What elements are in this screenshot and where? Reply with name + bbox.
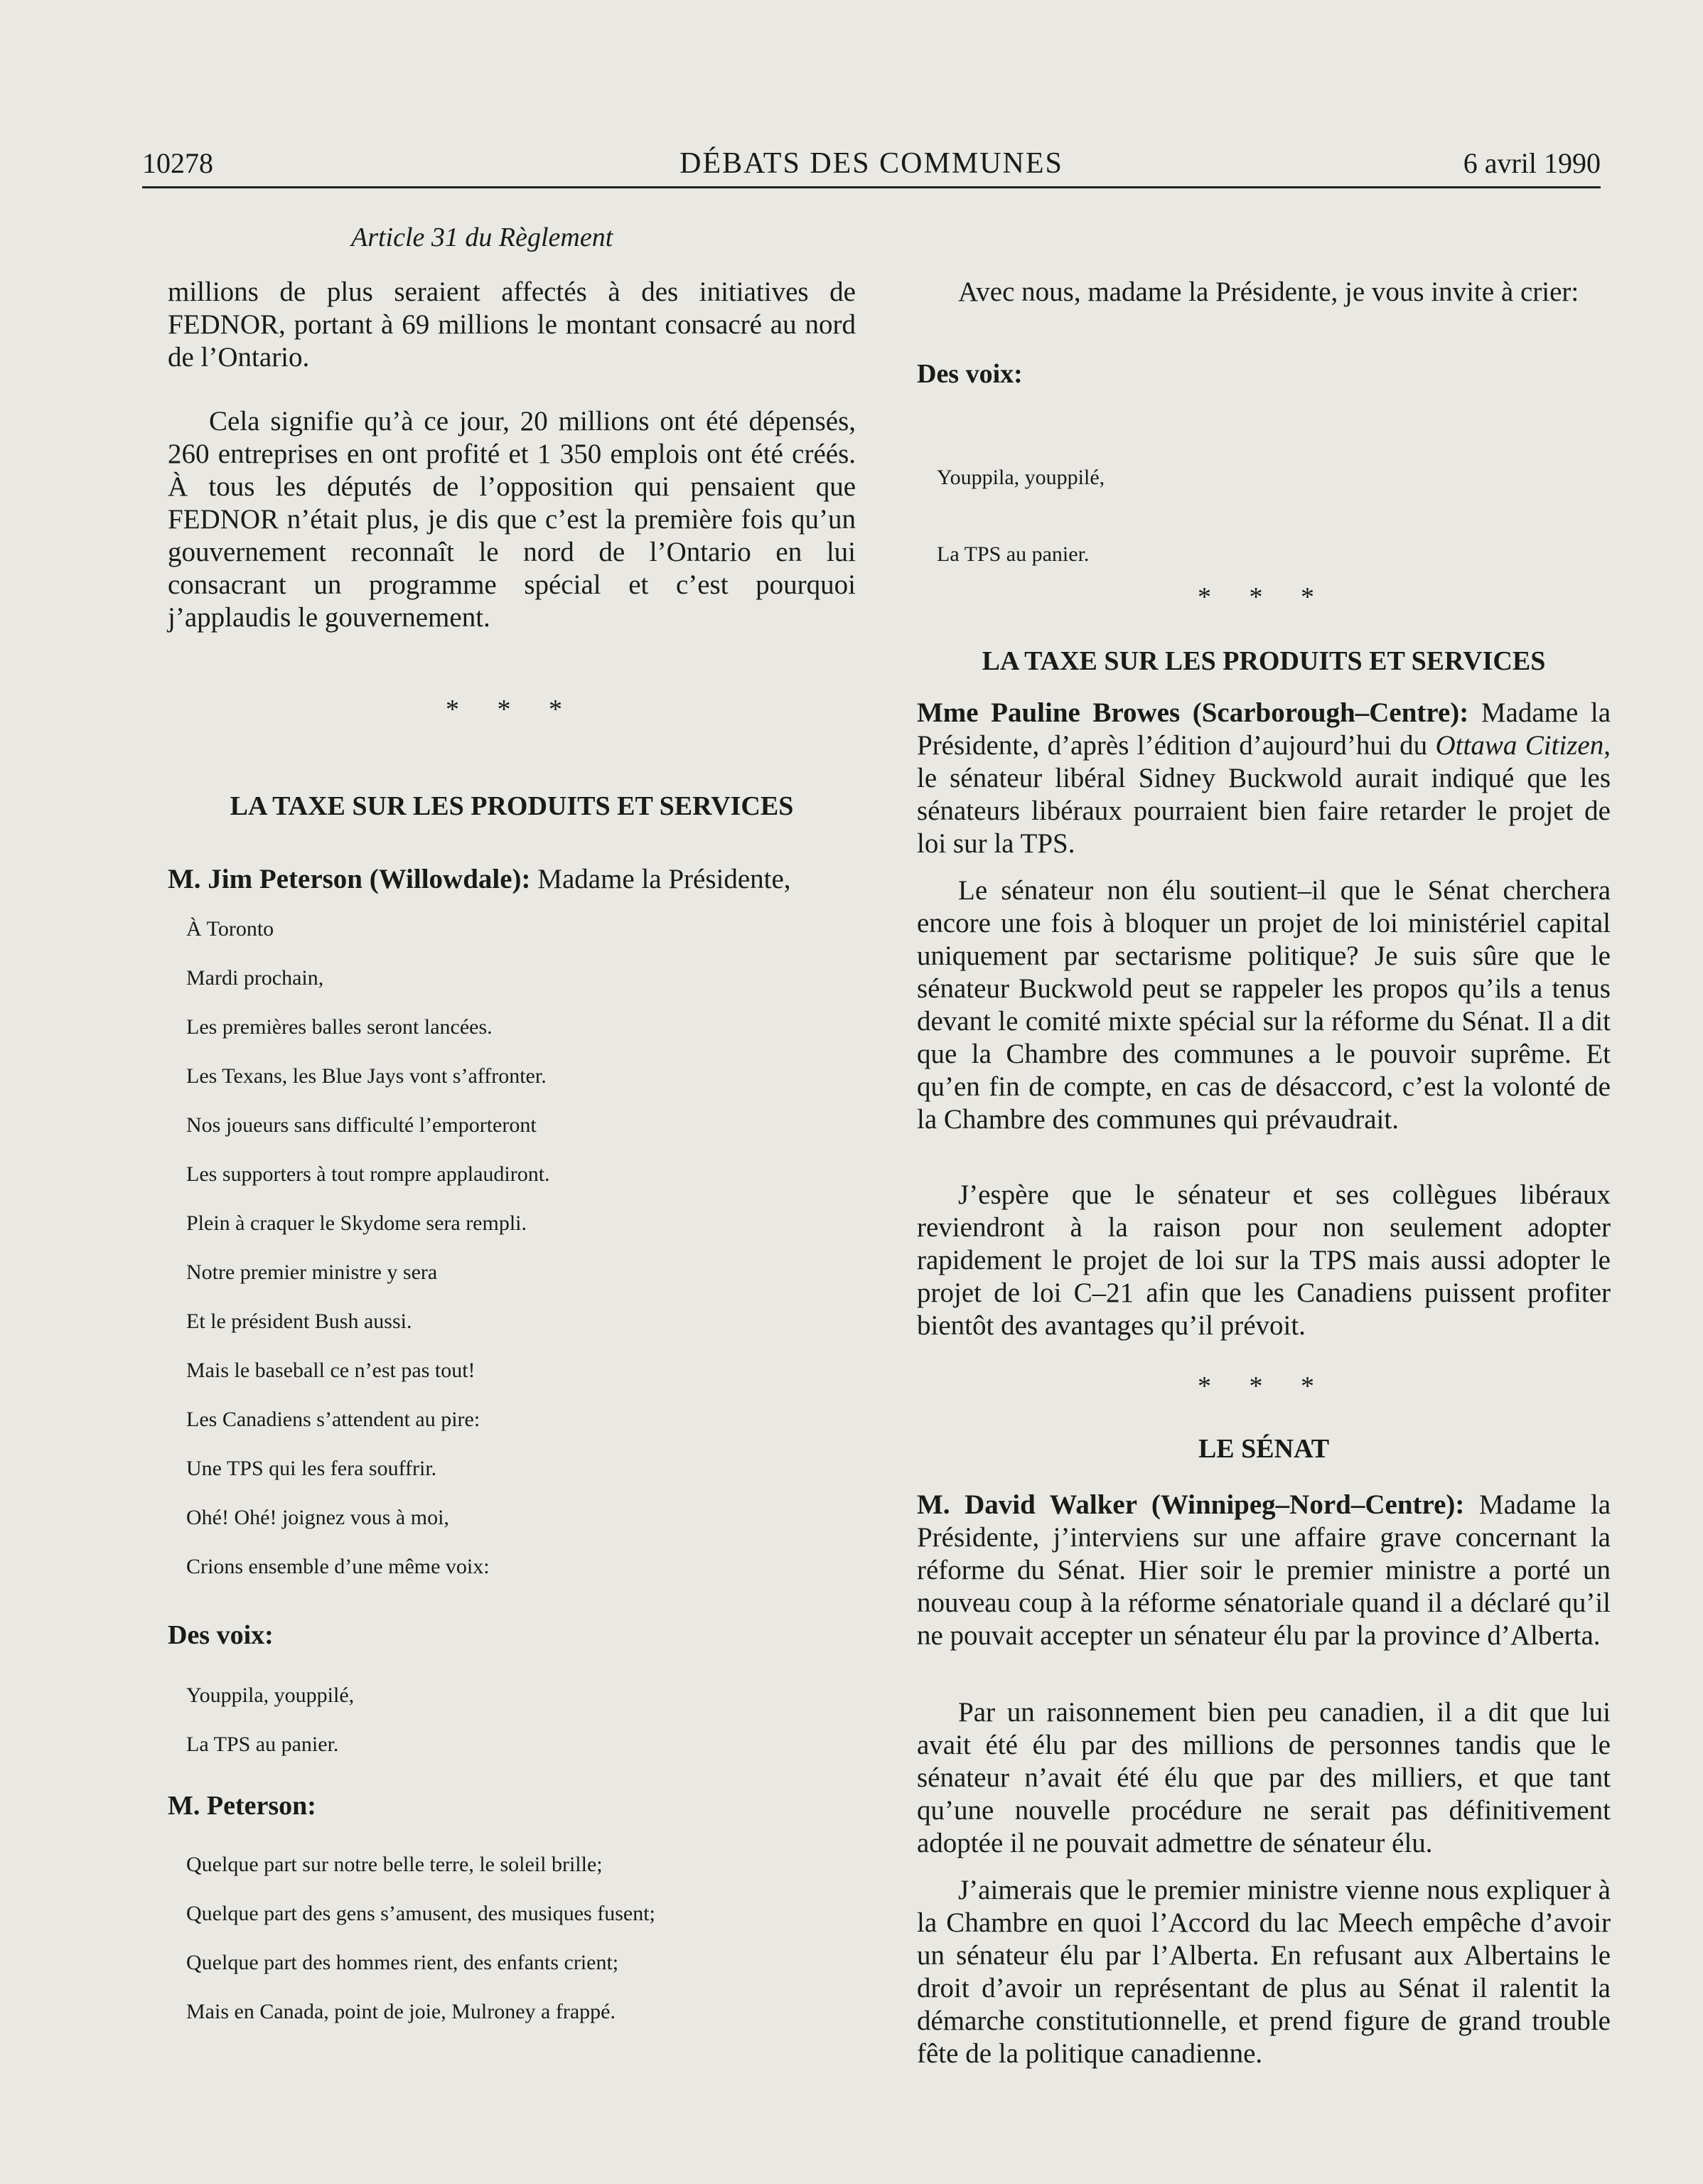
verse-line: À Toronto [186, 917, 274, 941]
verse-line: Une TPS qui les fera souffrir. [186, 1457, 437, 1480]
speaker-name: M. Jim Peterson (Willowdale): [168, 864, 531, 894]
verse-line: Mardi prochain, [186, 966, 324, 990]
verse-line: Mais en Canada, point de joie, Mulroney a frappé. [186, 2000, 616, 2023]
speaker-peterson [168, 863, 871, 896]
verse-line: Notre premier ministre y sera [186, 1260, 438, 1284]
speaker-text-cont: , le sénateur libéral Sidney Buckwold aurait indiqué que les sénateurs libéraux pourraient bien faire retarder le projet de loi sur la TPS. [917, 730, 1611, 859]
verse-block-2 [186, 1671, 869, 1769]
left-paragraph-2: Cela signifie qu’à ce jour, 20 millions ont été dépensés, 260 entreprises en ont profité et 1 350 emplois ont été créés. À tous les députés de l’opposition qui pensaient que FEDNOR n’était plus, je dis que c’est la première fois qu’un gouvernement reconnaît le nord de l’Ontario en lui consacrant un programme spécial et c’est pourquoi j’applaudis le gouvernement. [168, 406, 856, 633]
verse-block-3 [186, 1840, 869, 2036]
section-separator: * * * [1198, 1371, 1330, 1401]
verse-line: Quelque part des gens s’amusent, des musiques fusent; [186, 1902, 655, 1925]
verse-line: La TPS au panier. [937, 542, 1090, 566]
right-paragraph-3: J’espère que le sénateur et ses collègues libéraux reviendront à la raison pour non seulement adopter rapidement le projet de loi sur la TPS mais aussi adopter le projet de loi C–21 afin que les Canadiens puissent profiter bientôt des avantages qu’il prévoit. [917, 1179, 1611, 1341]
right-paragraph-4: Par un raisonnement bien peu canadien, il a dit que lui avait été élu par des millions de personnes tandis que le sénateur n’avait été élu que par des milliers, et que tant qu’une nouvelle procédure ne serait pas définitivement adoptée il ne pouvait admettre de sénateur élu. [917, 1697, 1611, 1858]
section-separator: * * * [446, 695, 578, 724]
verse-block-1 [186, 904, 869, 1591]
right-paragraph-2: Le sénateur non élu soutient–il que le Sénat cherchera encore une fois à bloquer un projet de loi ministériel capital uniquement par sectarisme politique? Je suis sûre que le sénateur Buckwold peut se rappeler les propos qu’ils a tenus devant le comité mixte spécial sur la réforme du Sénat. Il a dit que la Chambre des communes a le pouvoir suprême. Et qu’en fin de compte, en cas de désaccord, c’est la volonté de la Chambre des communes qui prévaudrait. [917, 875, 1611, 1135]
verse-line: Les Texans, les Blue Jays vont s’affronter. [186, 1064, 547, 1088]
verse-line: Crions ensemble d’une même voix: [186, 1555, 490, 1578]
voices-label-right: Des voix: [917, 359, 1023, 389]
voices-label: Des voix: [168, 1620, 274, 1650]
verse-line: Youppila, youppilé, [937, 466, 1105, 489]
verse-line: Quelque part sur notre belle terre, le soleil brille; [186, 1853, 603, 1876]
page-number: 10278 [142, 147, 213, 179]
verse-block-right [937, 439, 1605, 593]
publication-title: DÉBATS DES COMMUNES [679, 147, 1063, 180]
section-heading-senate: LE SÉNAT [1198, 1434, 1330, 1464]
article-reference: Article 31 du Règlement [351, 223, 613, 252]
speaker-name: Mme Pauline Browes (Scarborough–Centre): [917, 697, 1469, 728]
publication-date: 6 avril 1990 [1463, 147, 1601, 179]
verse-line: Les premières balles seront lancées. [186, 1015, 493, 1039]
verse-line: Les supporters à tout rompre applaudiront. [186, 1162, 550, 1186]
page-header [142, 146, 1601, 186]
section-heading-gst: LA TAXE SUR LES PRODUITS ET SERVICES [230, 791, 794, 821]
header-rule [142, 186, 1601, 188]
newspaper-name: Ottawa Citizen [1435, 730, 1604, 761]
verse-line: Ohé! Ohé! joignez vous à moi, [186, 1506, 449, 1529]
speaker-walker [917, 1489, 1611, 1652]
verse-line: Quelque part des hommes rient, des enfants crient; [186, 1951, 619, 1974]
verse-line: Plein à craquer le Skydome sera rempli. [186, 1211, 527, 1235]
speaker-text: Madame la Présidente, [530, 864, 791, 894]
speaker-text: Madame la Présidente, j’interviens sur une affaire grave concernant la réforme du Sénat. Hier soir le premier ministre a porté un nouveau coup à la réforme sénatoriale quand il a déclaré qu’il ne pouvait accepter un sénateur élu par la province d’Alberta. [917, 1489, 1611, 1651]
verse-line: La TPS au panier. [186, 1733, 339, 1756]
section-separator: * * * [1198, 582, 1330, 612]
left-paragraph-1: millions de plus seraient affectés à des initiatives de FEDNOR, portant à 69 millions le montant consacré au nord de l’Ontario. [168, 277, 856, 373]
speaker-peterson-2: M. Peterson: [168, 1791, 316, 1821]
verse-line: Les Canadiens s’attendent au pire: [186, 1408, 480, 1431]
right-paragraph-1: Avec nous, madame la Présidente, je vous invite à crier: [958, 277, 1579, 307]
speaker-name: M. David Walker (Winnipeg–Nord–Centre): [917, 1489, 1465, 1520]
verse-line: Youppila, youppilé, [186, 1684, 355, 1707]
speaker-text: Madame la Présidente, d’après l’édition d’aujourd’hui du [917, 697, 1611, 761]
verse-line: Nos joueurs sans difficulté l’emporteront [186, 1113, 537, 1137]
section-heading-gst-right: LA TAXE SUR LES PRODUITS ET SERVICES [982, 646, 1546, 676]
verse-line: Mais le baseball ce n’est pas tout! [186, 1359, 476, 1382]
right-paragraph-5: J’aimerais que le premier ministre vienne nous expliquer à la Chambre en quoi l’Accord du lac Meech empêche d’avoir un sénateur élu par l’Alberta. En refusant aux Albertains le droit d’avoir un représentant de plus au Sénat il ralentit la démarche constitutionnelle, et prend figure de grand trouble fête de la politique canadienne. [917, 1875, 1611, 2069]
verse-line: Et le président Bush aussi. [186, 1310, 412, 1333]
speaker-browes [917, 697, 1611, 860]
